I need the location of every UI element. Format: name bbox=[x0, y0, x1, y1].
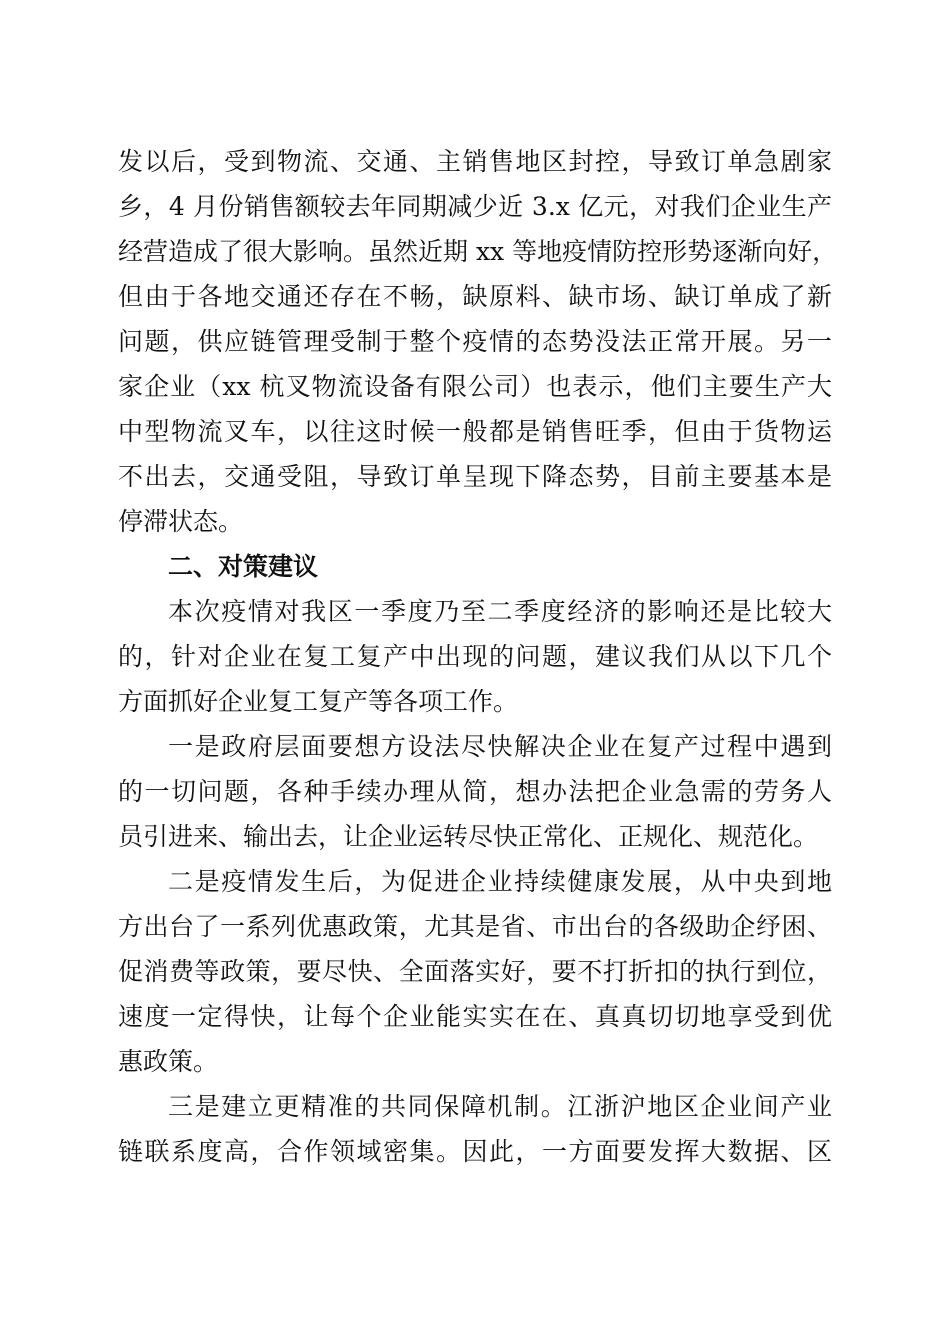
text-line: 员引进来、输出去，让企业运转尽快正常化、正规化、规范化。 bbox=[118, 822, 819, 851]
point-one-paragraph bbox=[118, 724, 832, 859]
text-line: 速度一定得快，让每个企业能实实在在、真真切切地享受到优 bbox=[118, 1002, 832, 1031]
text-line: 方面抓好企业复工复产等各项工作。 bbox=[118, 687, 519, 716]
text-line: 不出去，交通受阻，导致订单呈现下降态势，目前主要基本是 bbox=[118, 462, 832, 491]
point-two-paragraph bbox=[118, 859, 832, 1084]
text-line: 链联系度高，合作领域密集。因此，一方面要发挥大数据、区 bbox=[118, 1137, 832, 1166]
text-line: 经营造成了很大影响。虽然近期 xx 等地疫情防控形势逐渐向好， bbox=[118, 237, 838, 266]
text-line: 但由于各地交通还存在不畅，缺原料、缺市场、缺订单成了新 bbox=[118, 282, 832, 311]
text-line: 三是建立更精准的共同保障机制。江浙沪地区企业间产业 bbox=[168, 1092, 832, 1121]
text-line: 中型物流叉车，以往这时候一般都是销售旺季，但由于货物运 bbox=[118, 417, 832, 446]
text-line: 的一切问题，各种手续办理从简，想办法把企业急需的劳务人 bbox=[118, 777, 832, 806]
text-line: 乡，4 月份销售额较去年同期减少近 3.x 亿元，对我们企业生产 bbox=[118, 192, 832, 221]
text-line: 停滞状态。 bbox=[118, 507, 244, 536]
paragraph-continuation bbox=[118, 139, 838, 544]
document-body bbox=[118, 139, 838, 1174]
text-line: 一是政府层面要想方设法尽快解决企业在复产过程中遇到 bbox=[168, 732, 832, 761]
text-line: 的，针对企业在复工复产中出现的问题，建议我们从以下几个 bbox=[118, 642, 832, 671]
text-line: 发以后，受到物流、交通、主销售地区封控，导致订单急剧家 bbox=[118, 147, 832, 176]
point-three-paragraph bbox=[118, 1084, 832, 1174]
text-line: 惠政策。 bbox=[118, 1047, 219, 1076]
section-heading: 二、对策建议 bbox=[168, 552, 319, 581]
text-line: 方出台了一系列优惠政策，尤其是省、市出台的各级助企纾困、 bbox=[118, 912, 832, 941]
intro-paragraph bbox=[118, 589, 832, 724]
text-line: 促消费等政策，要尽快、全面落实好，要不打折扣的执行到位， bbox=[118, 957, 832, 986]
text-line: 家企业（xx 杭叉物流设备有限公司）也表示，他们主要生产大 bbox=[118, 372, 832, 401]
text-line: 本次疫情对我区一季度乃至二季度经济的影响还是比较大 bbox=[168, 597, 832, 626]
text-line: 二是疫情发生后，为促进企业持续健康发展，从中央到地 bbox=[168, 867, 832, 896]
text-line: 问题，供应链管理受制于整个疫情的态势没法正常开展。另一 bbox=[118, 327, 832, 356]
